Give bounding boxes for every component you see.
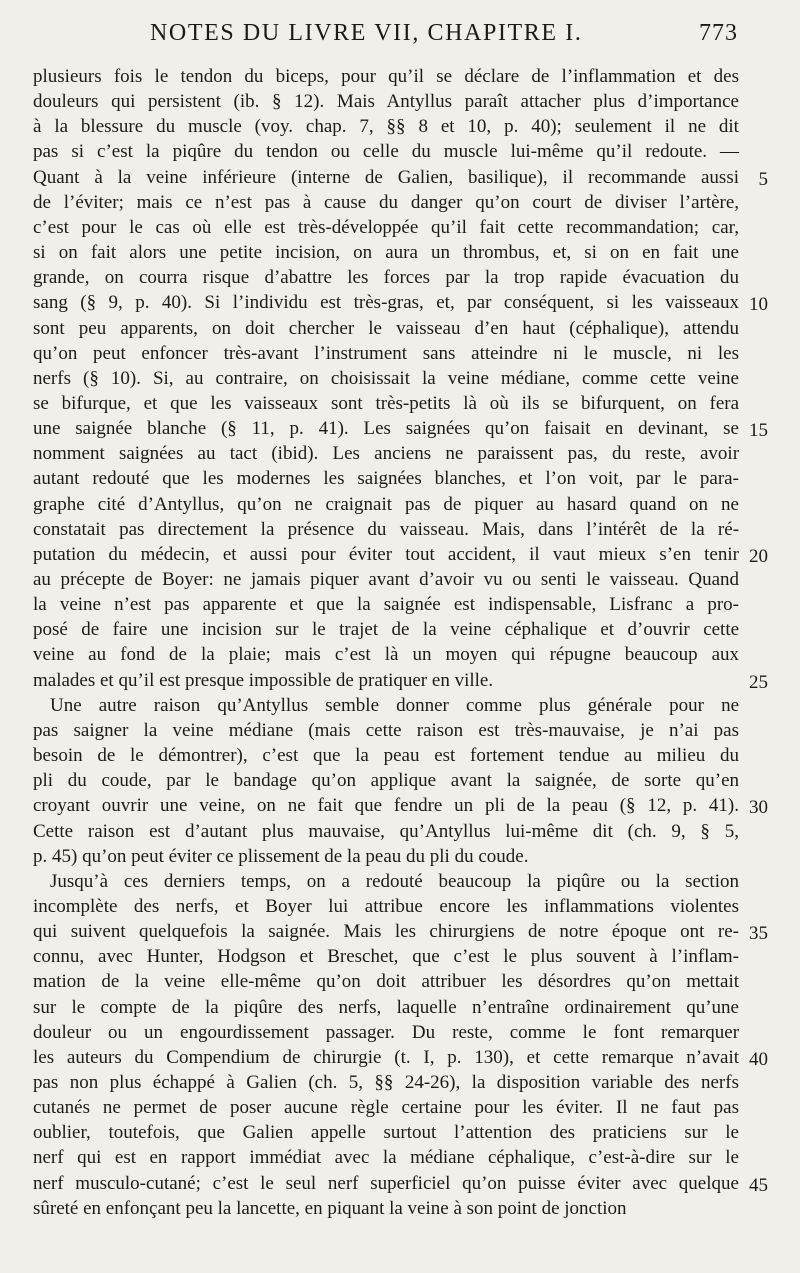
margin-line-number: 25 [749,671,768,693]
text-line [33,390,739,417]
text-line [33,1069,739,1096]
text-line [33,340,739,367]
margin-line-number: 45 [749,1174,768,1196]
text-line [33,365,739,392]
text-line-content: sur le compte de la piqûre des nerfs, laquelle n’entraîne ordinairement qu’une [33,996,739,1018]
text-line-content: constatait pas directement la présence du vaisseau. Mais, dans l’intérêt de la ré- [33,518,740,540]
text-line-content: sont peu apparents, on doit chercher le vaisseau d’en haut (céphalique), attendu [33,317,739,339]
text-line [33,63,739,90]
margin-line-number: 10 [749,294,768,316]
text-line-content: veine au fond de la plaie; mais c’est là un moyen qui répugne beaucoup aux [33,644,740,666]
text-line [33,88,739,115]
text-line-content: sang (§ 9, p. 40). Si l’individu est très-gras, et, par conséquent, si les vaisseaux [33,292,740,314]
text-line [33,164,739,191]
text-line [33,1094,739,1121]
text-line [33,113,739,140]
text-line-content: connu, avec Hunter, Hodgson et Breschet, que c’est le plus souvent à l’inflam- [33,946,739,968]
text-line-content: les auteurs du Compendium de chirurgie (t. I, p. 130), et cette remarque n’avait [33,1046,740,1068]
text-line [33,289,739,316]
text-line [33,616,739,643]
text-line-content: pas non plus échappé à Galien (ch. 5, §§ 24-26), la disposition variable des nerfs [33,1072,739,1093]
text-line-content: nomment saignées au tact (ibid). Les anciens ne paraissent pas, du reste, avoir [33,443,740,465]
text-line [33,818,739,845]
text-line-content: Une autre raison qu’Antyllus semble donner comme plus générale pour ne [50,694,740,716]
text-line-content: qu’on peut enfoncer très-avant l’instrument sans atteindre ni le muscle, ni les [33,342,739,364]
text-line-content: besoin de le démontrer), c’est que la peau est fortement tendue au milieu du [33,745,739,767]
page-number: 773 [699,20,738,46]
text-line-content: si on fait alors une petite incision, on aura un thrombus, et, si on en fait une [33,242,739,264]
text-line [33,893,739,920]
text-line [33,641,739,668]
text-line-content: pli du coude, par le bandage qu’on applique avant la saignée, de sorte qu’en [33,770,740,792]
text-line [33,516,739,543]
text-line [33,541,739,568]
text-line-content: Cette raison est d’autant plus mauvaise, qu’Antyllus lui-même dit (ch. 9, § 5, [33,820,739,842]
text-line [33,1119,739,1146]
text-line [33,968,739,995]
text-line-content: mation de la veine elle-même qu’on doit attribuer les désordres qu’on mettait [33,971,740,993]
margin-line-number: 20 [749,545,768,567]
text-line [33,994,739,1021]
text-line-content: oublier, toutefois, que Galien appelle surtout l’attention des praticiens sur le [33,1122,739,1144]
text-line [33,415,739,442]
margin-line-number: 30 [749,797,768,819]
text-line [33,315,739,342]
text-line-content: une saignée blanche (§ 11, p. 41). Les saignées qu’on faisait en devinant, se [33,418,739,440]
text-line-content: à la blessure du muscle (voy. chap. 7, §§ 8 et 10, p. 40); seulement il ne dit [33,116,739,138]
text-line [33,264,739,291]
text-line-content: douleurs qui persistent (ib. § 12). Mais Antyllus paraît attacher plus d’importance [33,91,739,113]
text-line [33,1144,739,1171]
text-line-content: p. 45) qu’on peut éviter ce plissement de la peau du pli du coude. [33,845,529,867]
text-line-content: douleur ou un engourdissement passager. Du reste, comme le font remarquer [33,1021,740,1043]
text-line [33,717,739,744]
text-line-content: graphe cité d’Antyllus, qu’on ne craignait pas de piquer au hasard quand on ne [33,493,739,515]
text-line [33,667,739,694]
text-line [33,1044,739,1071]
text-line-content: de l’éviter; mais ce n’est pas à cause du danger qu’on court de diviser l’artère, [33,191,740,213]
text-line-content: pas si c’est la piqûre du tendon ou celle du muscle lui-même qu’il redoute. — [33,141,740,163]
text-line [33,1170,739,1197]
text-line-content: putation du médecin, et aussi pour éviter tout accident, il vaut mieux s’en tenir [33,543,739,565]
text-line-content: grande, on courra risque d’abattre les forces par la trop rapide évacuation du [33,267,740,289]
running-head: NOTES DU LIVRE VII, CHAPITRE I. [150,20,583,46]
text-line [33,491,739,518]
text-line [33,138,739,165]
text-line-content: qui suivent quelquefois la saignée. Mais les chirurgiens de notre époque ont re- [33,921,739,943]
text-line-content: pas saigner la veine médiane (mais cette raison est très-mauvaise, je n’ai pas [33,719,740,741]
text-line [33,1019,739,1046]
margin-line-number: 35 [749,923,768,945]
text-line-content: autant redouté que les modernes les saignées blanches, et l’on voit, par le para- [33,468,739,490]
text-line-content: nerfs (§ 10). Si, au contraire, on choisissait la veine médiane, comme cette veine [33,367,739,389]
text-line [33,591,739,618]
text-line [50,868,756,895]
text-line [33,566,739,593]
text-line [33,792,739,819]
text-line [33,742,739,769]
margin-line-number: 5 [758,168,768,190]
text-line-content: Jusqu’à ces derniers temps, on a redouté beaucoup la piqûre ou la section [50,870,739,892]
text-line-content: la veine n’est pas apparente et que la saignée est indispensable, Lisfranc a pro- [33,594,740,616]
text-line [50,692,756,719]
text-line-content: malades et qu’il est presque impossible de pratiquer en ville. [33,669,494,691]
text-line-content: sûreté en enfonçant peu la lancette, en piquant la veine à son point de jonction [33,1197,627,1219]
text-line-content: au précepte de Boyer: ne jamais piquer avant d’avoir vu ou senti le vaisseau. Quand [33,569,740,590]
text-line-content: incomplète des nerfs, et Boyer lui attribue encore les inflammations violentes [33,895,739,917]
text-line [33,189,739,216]
text-line [33,843,739,870]
text-line [33,943,739,970]
margin-line-number: 40 [749,1048,768,1070]
text-line-content: Quant à la veine inférieure (interne de Galien, basilique), il recommande aussi [33,166,739,188]
text-line-content: croyant ouvrir une veine, on ne fait que fendre un pli de la peau (§ 12, p. 41). [33,795,740,817]
text-line [33,214,739,241]
page-header [0,14,800,54]
text-line-content: nerf qui est en rapport immédiat avec la médiane céphalique, c’est-à-dire sur le [33,1147,739,1169]
text-line [33,1195,739,1222]
text-line [33,239,739,266]
text-line-content: plusieurs fois le tendon du biceps, pour qu’il se déclare de l’inflammation et des [33,66,740,87]
margin-line-number: 15 [749,420,768,442]
text-line [33,465,739,492]
text-line-content: se bifurque, et que les vaisseaux sont très-petits là où ils se bifurquent, on fera [33,392,740,414]
text-line [33,440,739,467]
text-line-content: c’est pour le cas où elle est très-développée qu’il fait cette recommandation; car, [33,216,739,238]
text-line-content: posé de faire une incision sur le trajet de la veine céphalique et d’ouvrir cette [33,619,740,641]
text-line-content: cutanés ne permet de poser aucune règle certaine pour les éviter. Il ne faut pas [33,1097,739,1119]
text-line [33,767,739,794]
text-line-content: nerf musculo-cutané; c’est le seul nerf superficiel qu’on puisse éviter avec quelque [33,1172,739,1194]
text-line [33,918,739,945]
